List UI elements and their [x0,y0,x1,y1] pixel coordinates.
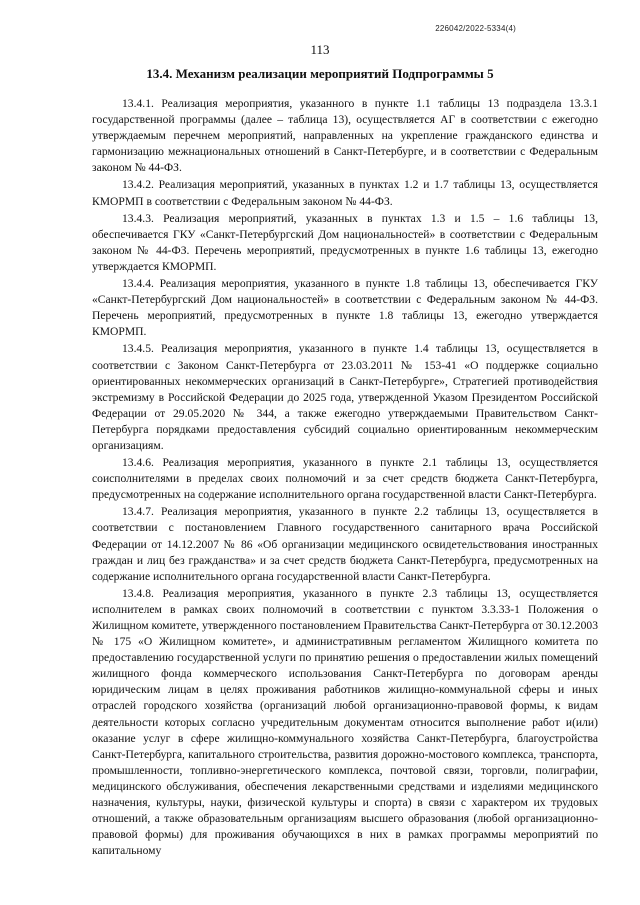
body-text [92,96,598,860]
paragraph-13-4-6: 13.4.6. Реализация мероприятия, указанного в пункте 2.1 таблицы 13, осуществляется соисполнителями в пределах своих полномочий и за счет средств бюджета Санкт-Петербурга, предусмотренных на содержание исполнительного органа государственной власти Санкт-Петербурга. [92,456,598,502]
paragraph-13-4-7: 13.4.7. Реализация мероприятия, указанного в пункте 2.2 таблицы 13, осуществляется в соответствии с постановлением Главного государственного санитарного врача Российской Федерации от 14.12.2007 № 86 «Об организации медицинского освидетельствования иностранных граждан и лиц без гражданства» и за счет средств бюджета Санкт-Петербурга, предусмотренных на содержание исполнительного органа государственной власти Санкт-Петербурга. [92,505,598,583]
page-number: 113 [310,42,330,57]
paragraph-13-4-2: 13.4.2. Реализация мероприятий, указанных в пунктах 1.2 и 1.7 таблицы 13, осуществляется КМОРМП в соответствии с Федеральным законом № 44-ФЗ. [92,178,598,208]
section-title: 13.4. Механизм реализации мероприятий Подпрограммы 5 [146,66,494,81]
paragraph-13-4-8: 13.4.8. Реализация мероприятия, указанного в пункте 2.3 таблицы 13, осуществляется исполнителем в рамках своих полномочий в соответствии с пунктом 3.3.33-1 Положения о Жилищном комитете, утвержденного постановлением Правительства Санкт-Петербурга от 30.12.2003 № 175 «О Жилищном комитете», и административным регламентом Жилищного комитета по предоставлению государственной услуги по принятию решения о предоставлении жилых помещений жилищного фонда коммерческого использования Санкт-Петербурга по договорам аренды юридическим лицам в целях проживания работников жилищно-коммунальной сферы и иных отраслей городского хозяйства (организаций любой организационно-правовой формы, к видам деятельности которых согласно учредительным документам относится выполнение работ и(или) оказание услуг в сфере жилищно-коммунального хозяйства Санкт-Петербурга, благоустройства Санкт-Петербурга, капитального строительства, развития дорожно-мостового комплекса, транспорта, промышленности, топливно-энергетического комплекса, почтовой связи, торговли, полиграфии, медицинского обслуживания, обеспечения лекарственными средствами и изделиями медицинского назначения, культуры, науки, физической культуры и спорта) в связи с характером их трудовых отношений, а также образовательным организациям высшего образования (любой организационно-правовой формы) для проживания обучающихся в них в рамках программы мероприятий по капитальному [92,586,598,858]
paragraph-13-4-5: 13.4.5. Реализация мероприятия, указанного в пункте 1.4 таблицы 13, осуществляется в соответствии с Законом Санкт-Петербурга от 23.03.2011 № 153-41 «О поддержке социально ориентированных некоммерческих организаций в Санкт-Петербурге», Стратегией противодействия экстремизму в Российской Федерации до 2025 года, утвержденной Указом Президентом Российской Федерации от 29.05.2020 № 344, а также ежегодно утверждаемыми Правительством Санкт-Петербурга порядками предоставления субсидий социально ориентированным некоммерческим организациям. [92,342,598,452]
paragraph-13-4-1: 13.4.1. Реализация мероприятия, указанного в пункте 1.1 таблицы 13 подраздела 13.3.1 государственной программы (далее – таблица 13), осуществляется АГ в соответствии с ежегодно утверждаемым перечнем мероприятий, направленных на укрепление гражданского единства и гармонизацию межнациональных отношений в Санкт-Петербурге, и в соответствии с Федеральным законом № 44-ФЗ. [92,97,598,175]
paragraph-13-4-4: 13.4.4. Реализация мероприятия, указанного в пункте 1.8 таблицы 13, обеспечивается ГКУ «Санкт-Петербургский Дом национальностей» в соответствии с Федеральным законом № 44-ФЗ. Перечень мероприятий, предусмотренных в пункте 1.8 таблицы 13, ежегодно утверждается КМОРМП. [92,277,598,339]
paragraph-13-4-3: 13.4.3. Реализация мероприятий, указанных в пунктах 1.3 и 1.5 – 1.6 таблицы 13, обеспечивается ГКУ «Санкт-Петербургский Дом национальностей» в соответствии с Федеральным законом № 44-ФЗ. Перечень мероприятий, предусмотренных в пункте 1.6 таблицы 13, ежегодно утверждается КМОРМП. [92,211,598,273]
document-id: 226042/2022-5334(4) [435,24,516,33]
